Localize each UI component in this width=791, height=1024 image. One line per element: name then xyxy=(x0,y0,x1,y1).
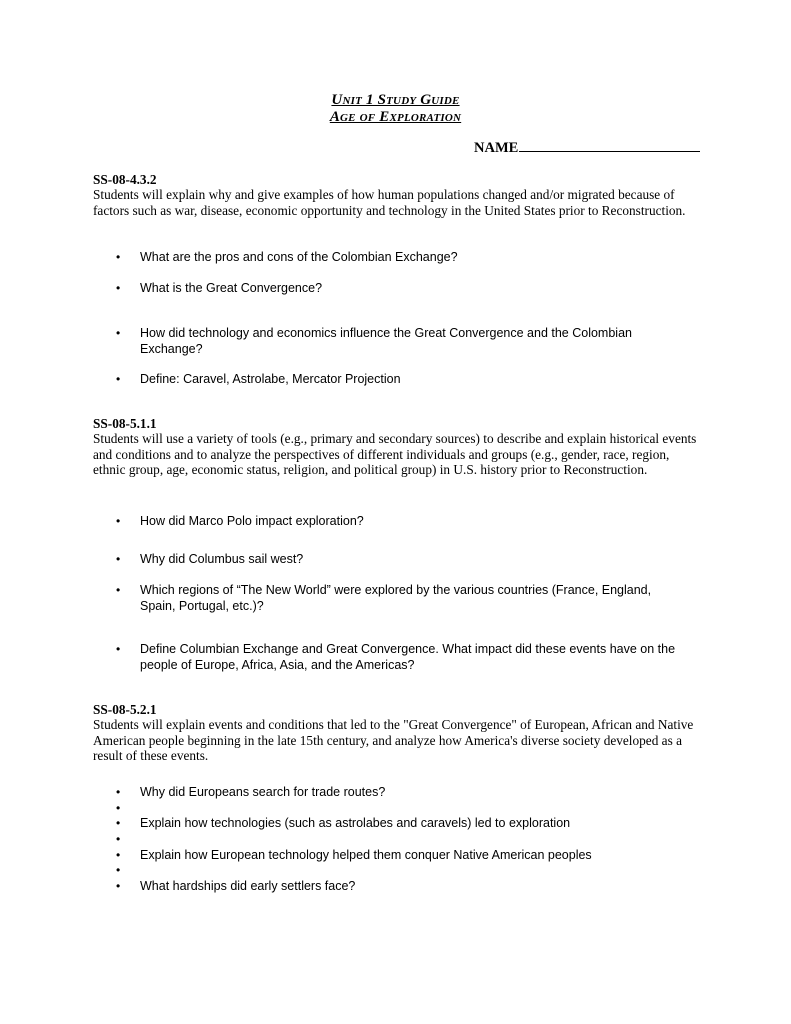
list-item: • Explain how technologies (such as astrolabes and caravels) led to exploration xyxy=(116,816,571,830)
name-label: NAME xyxy=(474,140,519,156)
list-item: • How did Marco Polo impact exploration? xyxy=(116,514,364,528)
name-blank-line xyxy=(519,140,700,152)
name-field xyxy=(474,140,700,157)
list-item: • Define Columbian Exchange and Great Convergence. What impact did these events have on the people of Europe, Africa, Asia, and the Americas? xyxy=(116,642,676,672)
list-item: • What hardships did early settlers face? xyxy=(116,879,356,893)
list-item: • Explain how European technology helped them conquer Native American peoples xyxy=(116,848,592,862)
document-title: Unit 1 Study Guide xyxy=(331,92,460,108)
list-item: • Why did Columbus sail west? xyxy=(116,552,304,566)
list-item: • How did technology and economics influence the Great Convergence and the Colombian Exchange? xyxy=(116,326,632,356)
section-description: Students will explain why and give examples of how human populations changed and/or migrated because of factors such as war, disease, economic opportunity and technology in the United States prior to Reconstruction. xyxy=(93,187,686,218)
document-subtitle: Age of Exploration xyxy=(329,109,462,125)
list-item: • Why did Europeans search for trade routes? xyxy=(116,785,386,799)
section-description: Students will use a variety of tools (e.g., primary and secondary sources) to describe and explain historical events and conditions and to analyze the perspectives of different individuals and groups (e.g., gender, race, region, ethnic group, age, economic status, religion, and political group) in U.S. history prior to Reconstruction. xyxy=(93,431,697,477)
list-item: • Define: Caravel, Astrolabe, Mercator Projection xyxy=(116,372,401,386)
section-code: SS-08-4.3.2 xyxy=(93,172,157,187)
list-item: • What are the pros and cons of the Colombian Exchange? xyxy=(116,250,458,264)
section-description: Students will explain events and conditions that led to the "Great Convergence" of European, African and Native American people beginning in the late 15th century, and analyze how America's diverse society developed as a result of these events. xyxy=(93,717,694,763)
section-code: SS-08-5.2.1 xyxy=(93,702,157,717)
list-item: • Which regions of “The New World” were explored by the various countries (France, England, Spain, Portugal, etc.)? xyxy=(116,583,652,613)
section-code: SS-08-5.1.1 xyxy=(93,416,157,431)
list-item: • What is the Great Convergence? xyxy=(116,281,323,295)
